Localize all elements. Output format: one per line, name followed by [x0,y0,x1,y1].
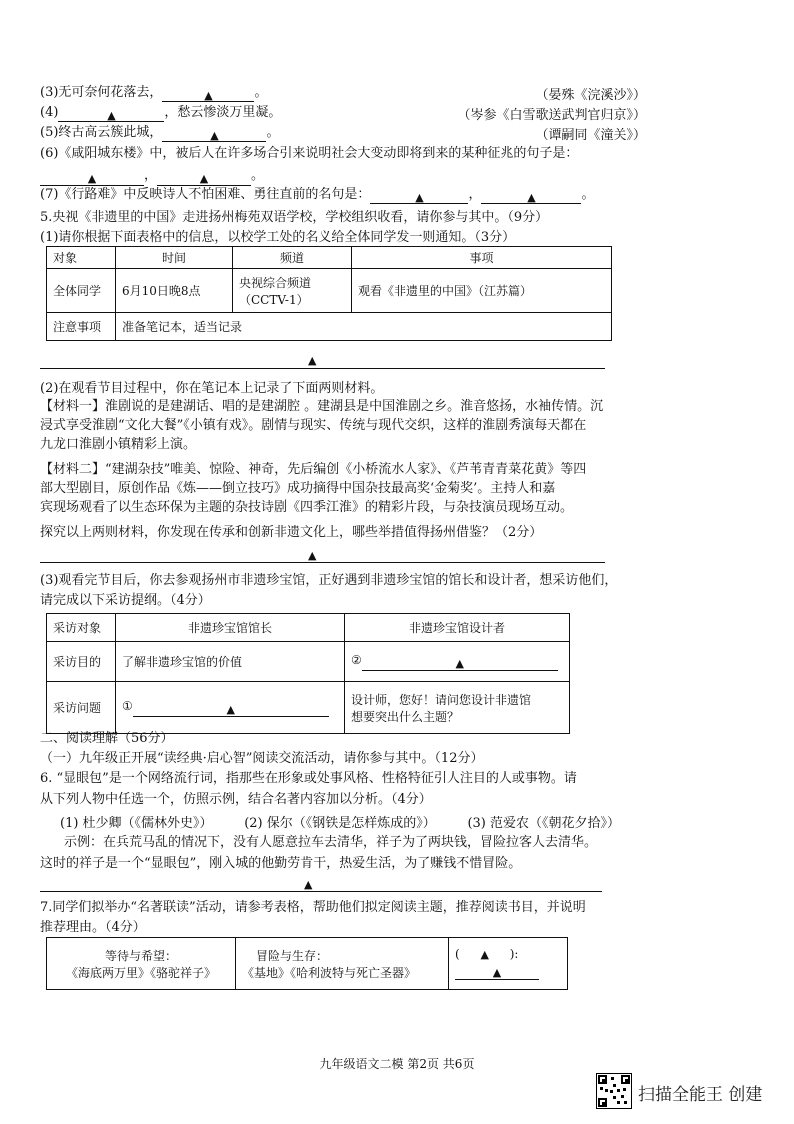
table2-cell: 采访目的 [47,642,116,682]
poem-q6: (6)《咸阳城东楼》中，被后人在许多场合引来说明社会大变动即将到来的某种征兆的句子是： [40,146,579,161]
poem-q3: (3)无可奈何花落去， ▲ 。 [40,85,268,102]
table1-cell: 注意事项 [47,313,116,341]
theme-answer-blank[interactable] [455,965,539,980]
q7-answer-blank-1[interactable] [370,189,468,204]
table1-header: 时间 [116,247,233,269]
theme-cell-2: 冒险与生存： 《基地》《哈利波特与死亡圣器》 [236,938,449,990]
table1-cell: 6月10日晚8点 [116,269,233,313]
q5-title: 5.央视《非遗里的中国》走进扬州梅苑双语学校，学校组织收看，请你参与其中。（9分） [40,210,549,225]
q4-source: （岑参《白雪歌送武判官归京》） [457,108,646,123]
answer-mark-icon: ▲ [308,354,317,367]
poem-q7: (7)《行路难》中反映诗人不怕困难、勇往直前的名句是： ▲ ， ▲ 。 [40,187,595,204]
q6-answer-row: ▲ ， ▲ 。 [40,164,264,186]
answer-mark-icon: ▲ [527,191,536,204]
table2-cell: 采访问题 [47,682,116,734]
table1-header: 频道 [233,247,352,269]
table2-cell: ① ▲ [116,682,345,734]
q6-answer-blank-1[interactable] [40,171,144,186]
q5-source: （谭嗣同《潼关》） [535,128,646,143]
q3-text: 无可奈何花落去， [58,85,163,100]
table1-cell: 全体同学 [47,269,116,313]
table2-header: 采访对象 [47,614,116,642]
table1-cell: 准备笔记本，适当记录 [116,313,612,341]
table2-header: 非遗珍宝馆馆长 [116,614,345,642]
purpose-answer-blank[interactable] [362,656,558,671]
interview-table [46,613,570,734]
q5-sub3: (3)观看完节目后，你去参观扬州市非遗珍宝馆，正好遇到非遗珍宝馆的馆长和设计者，想采访他们， 请完成以下采访提纲。（4分） [40,573,618,608]
q3-answer-blank[interactable] [162,87,254,102]
material-2: 【材料二】“建湖杂技”唯美、惊险、神奇，先后编创《小桥流水人家》、《芦苇青青菜花黄》等四 部大型剧目，原创作品《炼——倒立技巧》成功摘得中国杂技最高奖‘金菊奖’。主持人和嘉 宾现场观看了以生态环保为主题的杂技诗剧《四季江淮》的精彩片段，与杂技演员现场互动。 [40,462,587,515]
q7-prompt: 7.同学们拟举办“名著联读”活动，请参考表格，帮助他们拟定阅读主题，推荐阅读书目，并说明 推荐理由。（4分） [40,900,586,935]
q5-sub1: (1)请你根据下面表格中的信息，以校学工处的名义给全体同学发一则通知。（3分） [40,230,516,245]
table1-header: 事项 [352,247,612,269]
answer-mark-icon: ▲ [304,878,313,891]
answer-mark-icon: ▲ [199,172,209,185]
option-3: (3) 范爱农（《朝花夕拾》） [467,816,620,831]
q6-prompt: 6. “显眼包”是一个网络流行词，指那些在形象或处事风格、性格特征引人注目的人或事物。请 从下列人物中任选一个，仿照示例，结合名著内容加以分析。（4分） [40,771,577,807]
q3-source: （晏殊《浣溪沙》） [535,88,646,103]
q6-answer-line[interactable] [40,891,602,892]
theme-cell-3[interactable]: ( ▲ ): ▲ [449,938,568,990]
material-1: 【材料一】淮剧说的是建湖话、唱的是建湖腔 。建湖县是中国淮剧之乡。淮音悠扬，水袖传情。沉 浸式享受淮剧“文化大餐”《小镇有戏》。剧情与现实、传统与现代交织，这样的淮剧秀演每天都在 九龙口淮剧小镇精彩上演。 [40,399,604,452]
answer-mark-icon: ▲ [492,966,502,979]
poem-q5: (5)终古高云簇此城， ▲ 。 [40,125,280,142]
answer-mark-icon: ▲ [210,129,219,142]
table1-cell: 观看《非遗里的中国》（江苏篇） [352,269,612,313]
answer-mark-icon: ▲ [226,702,235,716]
table1-cell: 央视综合频道 （CCTV-1） [233,269,352,313]
q5-answer-blank[interactable] [162,127,266,142]
question-answer-blank[interactable] [133,702,329,717]
reading-theme-table [46,937,568,990]
table1-header: 对象 [47,247,116,269]
answer-mark-icon: ▲ [480,948,489,961]
table2-cell: 设计师，您好！请问您设计非遗馆 想要突出什么主题？ [345,682,570,734]
answer-mark-icon: ▲ [415,191,424,204]
q6-options [60,812,620,831]
notice-answer-line[interactable] [40,368,605,369]
table2-cell: ② ▲ [345,642,570,682]
answer-mark-icon: ▲ [455,656,464,670]
q7-answer-blank-2[interactable] [481,189,581,204]
q3-num: (3) [40,85,59,100]
option-1: (1) 杜少卿（《儒林外史》） [60,816,213,831]
reading-part1: （一）九年级正开展“读经典·启心智”阅读交流活动，请你参与其中。（12分） [40,751,484,766]
table2-header: 非遗珍宝馆设计者 [345,614,570,642]
notice-table [46,246,612,341]
q5-2-answer-line[interactable] [40,562,605,563]
page-footer: 九年级语文二模 第2页 共6页 [319,1057,475,1071]
theme-cell-1: 等待与希望： 《海底两万里》《骆驼祥子》 [47,938,236,990]
answer-mark-icon: ▲ [107,109,116,122]
q4-answer-blank[interactable] [58,107,164,122]
reading-title: 二、阅读理解（56分） [40,731,174,746]
q5-2-question: 探究以上两则材料，你发现在传承和创新非遗文化上，哪些举措值得扬州借鉴？（2分） [40,525,543,540]
answer-mark-icon: ▲ [308,549,317,562]
q5-sub2: (2)在观看节目过程中，你在笔记本上记录了下面两则材料。 [40,381,384,396]
answer-mark-icon: ▲ [87,172,97,185]
q6-answer-blank-2[interactable] [157,171,251,186]
scanner-watermark: 扫描全能王 创建 [638,1085,763,1105]
table2-cell: 了解非遗珍宝馆的价值 [116,642,345,682]
answer-mark-icon: ▲ [204,89,213,102]
q6-example: 示例：在兵荒马乱的情况下，没有人愿意拉车去清华，祥子为了两块钱，冒险拉客人去清华。 这时的祥子是一个“显眼包”，刚入城的他勤劳肯干，热爱生活，为了赚钱不惜冒险。 [40,835,598,871]
poem-q4: (4) ▲ ，愁云惨淡万里凝。 [40,105,282,122]
qr-code-icon [596,1073,632,1109]
option-2: (2) 保尔（《钢铁是怎样炼成的》） [244,816,436,831]
